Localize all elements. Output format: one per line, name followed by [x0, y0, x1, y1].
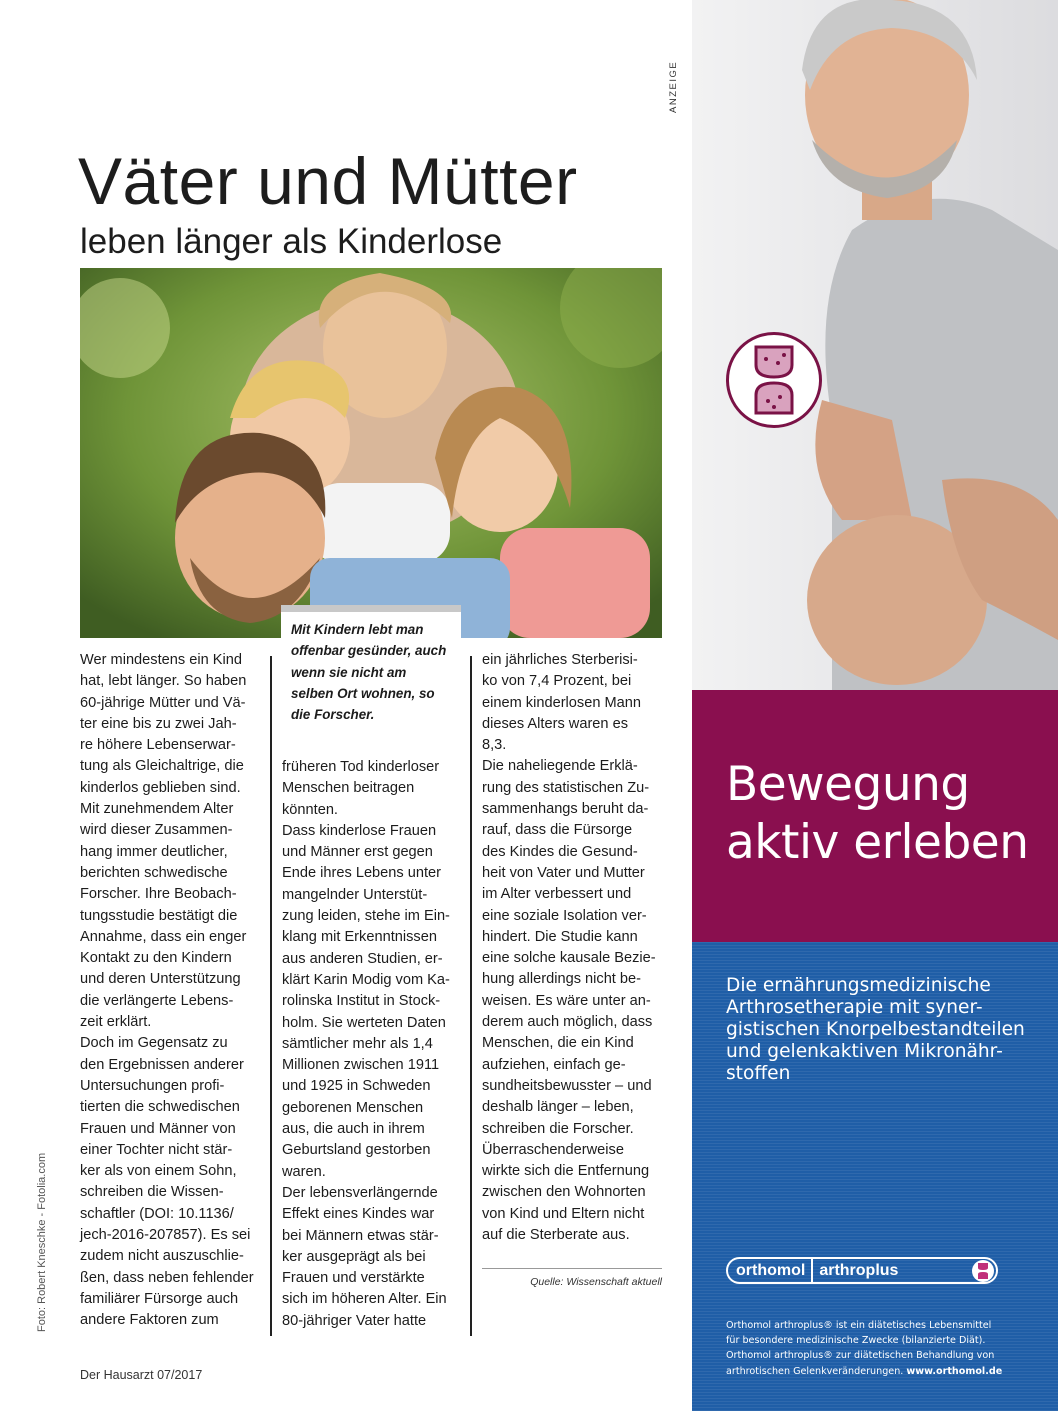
text-line: auf die Sterberate aus.	[482, 1227, 630, 1244]
text-line: rung des statistischen Zu-	[482, 779, 650, 796]
text-line: die verlängerte Lebens-	[80, 992, 234, 1009]
text-line: von Kind und Eltern nicht	[482, 1205, 645, 1222]
text-line: eine solche kausale Bezie-	[482, 950, 656, 967]
text-line: Effekt eines Kindes war	[282, 1206, 435, 1223]
fine-print-line: Orthomol arthroplus® zur diätetischen Behandlung von	[726, 1350, 995, 1362]
ad-slogan-line: Bewegung	[726, 757, 970, 812]
text-line: Millionen zwischen 1911	[282, 1057, 440, 1074]
text-line: Menschen, die ein Kind	[482, 1035, 634, 1052]
text-line: ker als von einem Sohn,	[80, 1163, 237, 1180]
text-line: im Alter verbessert und	[482, 886, 632, 903]
text-line: sammenhangs beruht da-	[482, 801, 649, 818]
text-line: schreiben die Wissen-	[80, 1184, 224, 1201]
photo-caption	[281, 605, 461, 733]
column-divider	[470, 656, 472, 1336]
brand-joint-icon	[972, 1260, 994, 1282]
text-line: deshalb länger – leben,	[482, 1099, 634, 1116]
text-line: Frauen und verstärkte	[282, 1270, 425, 1287]
text-line: und Männer erst gegen	[282, 844, 433, 861]
ad-description-line: stoffen	[726, 1063, 791, 1084]
text-line: jech-2016-207857). Es sei	[80, 1227, 251, 1244]
source-note: Quelle: Wissenschaft aktuell	[530, 1276, 662, 1288]
fine-print-line: Orthomol arthroplus® ist ein diätetisches Lebensmittel	[726, 1320, 992, 1331]
text-line: einem kinderlosen Mann	[482, 694, 641, 711]
ad-description	[726, 975, 1026, 1085]
caption-text: Mit Kindern lebt man offenbar gesünder, auch wenn sie nicht am selben Ort wohnen, so die Forscher.	[291, 622, 447, 723]
text-line: bei Männern etwas stär-	[282, 1227, 439, 1244]
text-line: den Ergebnissen anderer	[80, 1056, 244, 1073]
caption-accent-bar	[281, 605, 461, 612]
text-line: weisen. Es wäre unter an-	[482, 992, 651, 1009]
text-line: Dass kinderlose Frauen	[282, 822, 437, 839]
column-divider	[270, 656, 272, 1336]
text-line: rolinska Institut in Stock-	[282, 993, 441, 1010]
text-line: aus, die auch in ihrem	[282, 1121, 425, 1138]
text-line: ßen, dass neben fehlender	[80, 1269, 254, 1286]
brand-logo	[726, 1257, 998, 1284]
text-line: zung leiden, stehe im Ein-	[282, 908, 450, 925]
text-line: einer Tochter nicht stär-	[80, 1141, 233, 1158]
text-line: dieses Alters waren es	[482, 715, 629, 732]
text-line: waren.	[282, 1163, 326, 1180]
advertisement-label: ANZEIGE	[668, 60, 679, 113]
text-line: hat, lebt länger. So haben	[80, 673, 247, 690]
text-line: aus anderen Studien, er-	[282, 950, 443, 967]
source-divider	[482, 1268, 662, 1269]
text-line: sundheitsbewusster – und	[482, 1077, 652, 1094]
ad-fine-print	[726, 1318, 1026, 1379]
text-line: Menschen beitragen	[282, 780, 415, 797]
text-line: aufziehen, einfach ge-	[482, 1056, 626, 1073]
fine-print-line: für besondere medizinische Zwecke (bilanzierte Diät).	[726, 1335, 986, 1347]
text-line: 80-jähriger Vater hatte	[282, 1312, 427, 1329]
article-column-2	[282, 757, 462, 1332]
ad-slogan	[726, 756, 1029, 872]
text-line: wird dieser Zusammen-	[80, 822, 233, 839]
ad-description-line: Die ernährungsmedizinische	[726, 975, 991, 996]
ad-photo	[692, 0, 1058, 690]
text-line: familiärer Fürsorge auch	[80, 1290, 239, 1307]
family-photo-illustration	[80, 268, 662, 638]
text-line: re höhere Lebenserwar-	[80, 737, 236, 754]
text-line: Geburtsland gestorben	[282, 1142, 431, 1159]
fine-print-text: arthrotischen Gelenkveränderungen.	[726, 1365, 904, 1377]
ad-description-line: und gelenkaktiven Mikronähr-	[726, 1041, 1003, 1062]
text-line: heit von Vater und Mutter	[482, 864, 645, 881]
text-line: des Kindes die Gesund-	[482, 843, 638, 860]
text-line: Wer mindestens ein Kind	[80, 652, 242, 668]
text-line: geborenen Menschen	[282, 1099, 424, 1116]
ad-description-line: gistischen Knorpelbestandteilen	[726, 1019, 1025, 1040]
ad-website-link[interactable]: www.orthomol.de	[906, 1365, 1003, 1377]
text-line: Untersuchungen profi-	[80, 1077, 225, 1094]
text-line: schreiben die Forscher.	[482, 1120, 634, 1137]
text-line: zwischen den Wohnorten	[482, 1184, 646, 1201]
text-line: mangelnder Unterstüt-	[282, 886, 428, 903]
text-line: andere Faktoren zum	[80, 1312, 219, 1329]
article-column-1	[80, 650, 262, 1332]
text-line: tung als Gleichaltrige, die	[80, 758, 244, 775]
text-line: holm. Sie werteten Daten	[282, 1014, 446, 1031]
text-line: hang immer deutlicher,	[80, 843, 228, 860]
ad-slogan-line: aktiv erleben	[726, 815, 1029, 870]
text-line: sich im höheren Alter. Ein	[282, 1291, 447, 1308]
text-line: und deren Unterstützung	[80, 971, 241, 988]
text-line: Überraschenderweise	[482, 1141, 624, 1158]
text-line: und 1925 in Schweden	[282, 1078, 431, 1095]
text-line: 8,3.	[482, 737, 507, 754]
text-line: schaftler (DOI: 10.1136/	[80, 1205, 234, 1222]
text-line: sämtlicher mehr als 1,4	[282, 1035, 433, 1052]
ad-description-line: Arthrosetherapie mit syner-	[726, 997, 983, 1018]
fine-print-line	[726, 1364, 1026, 1379]
text-line: hung allerdings nicht be-	[482, 971, 642, 988]
text-line: Mit zunehmendem Alter	[80, 801, 234, 818]
text-line: ker ausgeprägt als bei	[282, 1248, 426, 1265]
text-line: derem auch möglich, dass	[482, 1014, 653, 1031]
article-headline: Väter und Mütter	[78, 144, 578, 218]
text-line: klärt Karin Modig vom Ka-	[282, 971, 450, 988]
text-line: zudem nicht auszuschlie-	[80, 1248, 244, 1265]
product-name: arthroplus	[819, 1261, 899, 1279]
text-line: ko von 7,4 Prozent, bei	[482, 673, 632, 690]
text-line: hindert. Die Studie kann	[482, 928, 638, 945]
text-line: ein jährliches Sterberisi-	[482, 652, 638, 668]
text-line: Der lebensverlängernde	[282, 1184, 438, 1201]
text-line: Frauen und Männer von	[80, 1120, 236, 1137]
article-subheadline: leben länger als Kinderlose	[80, 222, 503, 261]
joint-icon	[726, 332, 822, 428]
text-line: klang mit Erkenntnissen	[282, 929, 437, 946]
text-line: tungsstudie bestätigt die	[80, 907, 238, 924]
text-line: Doch im Gegensatz zu	[80, 1035, 228, 1052]
text-line: kinderlos geblieben sind.	[80, 779, 241, 796]
text-line: Kontakt zu den Kindern	[80, 950, 232, 967]
photo-credit: Foto: Robert Kneschke - Fotolia.com	[36, 1152, 48, 1332]
article-column-3	[482, 650, 664, 1246]
family-photo	[80, 268, 662, 638]
text-line: rauf, dass die Fürsorge	[482, 822, 633, 839]
text-line: 60-jährige Mütter und Vä-	[80, 694, 246, 711]
text-line: könnten.	[282, 801, 338, 818]
text-line: berichten schwedische	[80, 864, 228, 881]
text-line: eine soziale Isolation ver-	[482, 907, 647, 924]
text-line: Forscher. Ihre Beobach-	[80, 886, 237, 903]
text-line: früheren Tod kinderloser	[282, 759, 440, 775]
text-line: zeit erklärt.	[80, 1014, 152, 1031]
page-footer: Der Hausarzt 07/2017	[80, 1368, 203, 1382]
text-line: Die naheliegende Erklä-	[482, 758, 638, 775]
text-line: tierten die schwedischen	[80, 1099, 240, 1116]
text-line: Ende ihres Lebens unter	[282, 865, 442, 882]
brand-name: orthomol	[728, 1259, 813, 1282]
text-line: ter eine bis zu zwei Jah-	[80, 715, 237, 732]
text-line: Annahme, dass ein enger	[80, 928, 247, 945]
text-line: wirkte sich die Entfernung	[482, 1163, 650, 1180]
